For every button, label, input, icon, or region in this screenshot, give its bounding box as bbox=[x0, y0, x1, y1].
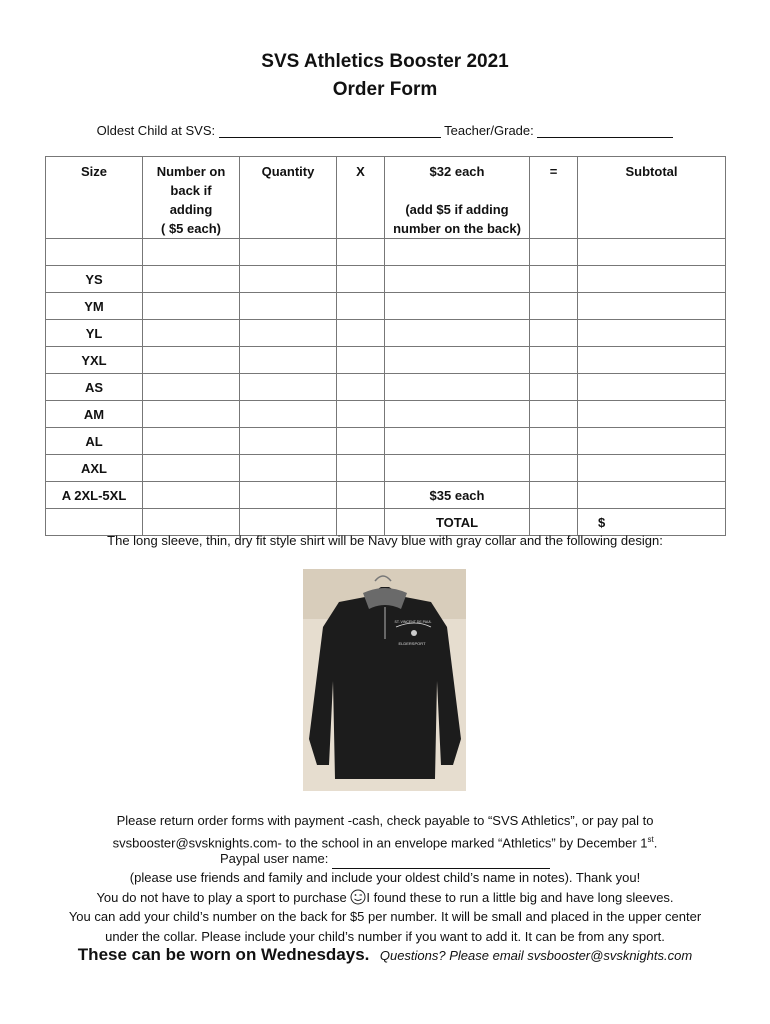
table-row bbox=[46, 293, 726, 320]
footer bbox=[0, 945, 770, 965]
child-label: Oldest Child at SVS: bbox=[96, 123, 216, 138]
table-row-total bbox=[46, 509, 726, 536]
total-value: $ bbox=[578, 509, 726, 536]
table-row bbox=[46, 266, 726, 293]
size-cell: YXL bbox=[46, 347, 143, 374]
header-quantity: Quantity bbox=[240, 157, 337, 239]
size-cell: YM bbox=[46, 293, 143, 320]
page-subtitle: Order Form bbox=[332, 79, 438, 100]
shirt-photo bbox=[303, 569, 466, 791]
info-line-1: Please return order forms with payment -cash, check payable to “SVS Athletics”, or pay pal to bbox=[116, 813, 654, 828]
table-row bbox=[46, 455, 726, 482]
size-cell: AL bbox=[46, 428, 143, 455]
table-row-blank bbox=[46, 239, 726, 266]
paypal-label: Paypal user name: bbox=[219, 851, 329, 866]
info-line-6: You can add your child’s number on the back for $5 per number. It will be small and placed in the upper center bbox=[68, 909, 702, 924]
table-row bbox=[46, 347, 726, 374]
info-line-4: (please use friends and family and include your oldest child’s name in notes). Thank you! bbox=[129, 870, 641, 885]
header-equals: = bbox=[530, 157, 578, 239]
table-row bbox=[46, 374, 726, 401]
header-subtotal: Subtotal bbox=[578, 157, 726, 239]
order-table bbox=[45, 156, 726, 536]
paypal-row bbox=[0, 849, 770, 869]
child-name-field[interactable] bbox=[219, 123, 441, 138]
size-cell: AS bbox=[46, 374, 143, 401]
footer-contact: Questions? Please email svsbooster@svsknights.com bbox=[379, 948, 693, 963]
table-row bbox=[46, 401, 726, 428]
table-row bbox=[46, 320, 726, 347]
page-title: SVS Athletics Booster 2021 bbox=[261, 51, 509, 72]
size-cell: AXL bbox=[46, 455, 143, 482]
info-line-5: You do not have to play a sport to purchase I found these to run a little big and have long sleeves. bbox=[96, 890, 674, 905]
header-size: Size bbox=[46, 157, 143, 239]
teacher-grade-field[interactable] bbox=[537, 123, 673, 138]
paypal-username-field[interactable] bbox=[332, 854, 550, 869]
table-row bbox=[46, 482, 726, 509]
header-price: $32 each (add $5 if adding number on the back) bbox=[385, 157, 530, 239]
size-cell: A 2XL-5XL bbox=[46, 482, 143, 509]
shirt-logo-sub: ELDERSPORT bbox=[398, 641, 426, 646]
footer-note: These can be worn on Wednesdays. bbox=[77, 945, 370, 964]
info-line-2: svsbooster@svsknights.com- to the school in an envelope marked “Athletics” by December 1st. bbox=[112, 835, 658, 851]
price-cell: $35 each bbox=[385, 482, 530, 509]
header-number-on-back: Number on back if adding ( $5 each) bbox=[143, 157, 240, 239]
wink-smiley-icon bbox=[350, 889, 366, 905]
size-cell: AM bbox=[46, 401, 143, 428]
grade-label: Teacher/Grade: bbox=[444, 123, 534, 138]
shirt-logo-text: ST. VINCENT DE PAUL bbox=[394, 620, 432, 624]
size-cell: YS bbox=[46, 266, 143, 293]
header-x: X bbox=[337, 157, 385, 239]
total-label: TOTAL bbox=[385, 509, 530, 536]
child-grade-row bbox=[0, 123, 770, 138]
info-line-7: under the collar. Please include your child’s number if you want to add it. It can be from any sport. bbox=[105, 929, 665, 944]
size-cell: YL bbox=[46, 320, 143, 347]
shirt-caption: The long sleeve, thin, dry fit style shirt will be Navy blue with gray collar and the following design: bbox=[107, 533, 663, 548]
table-row bbox=[46, 428, 726, 455]
